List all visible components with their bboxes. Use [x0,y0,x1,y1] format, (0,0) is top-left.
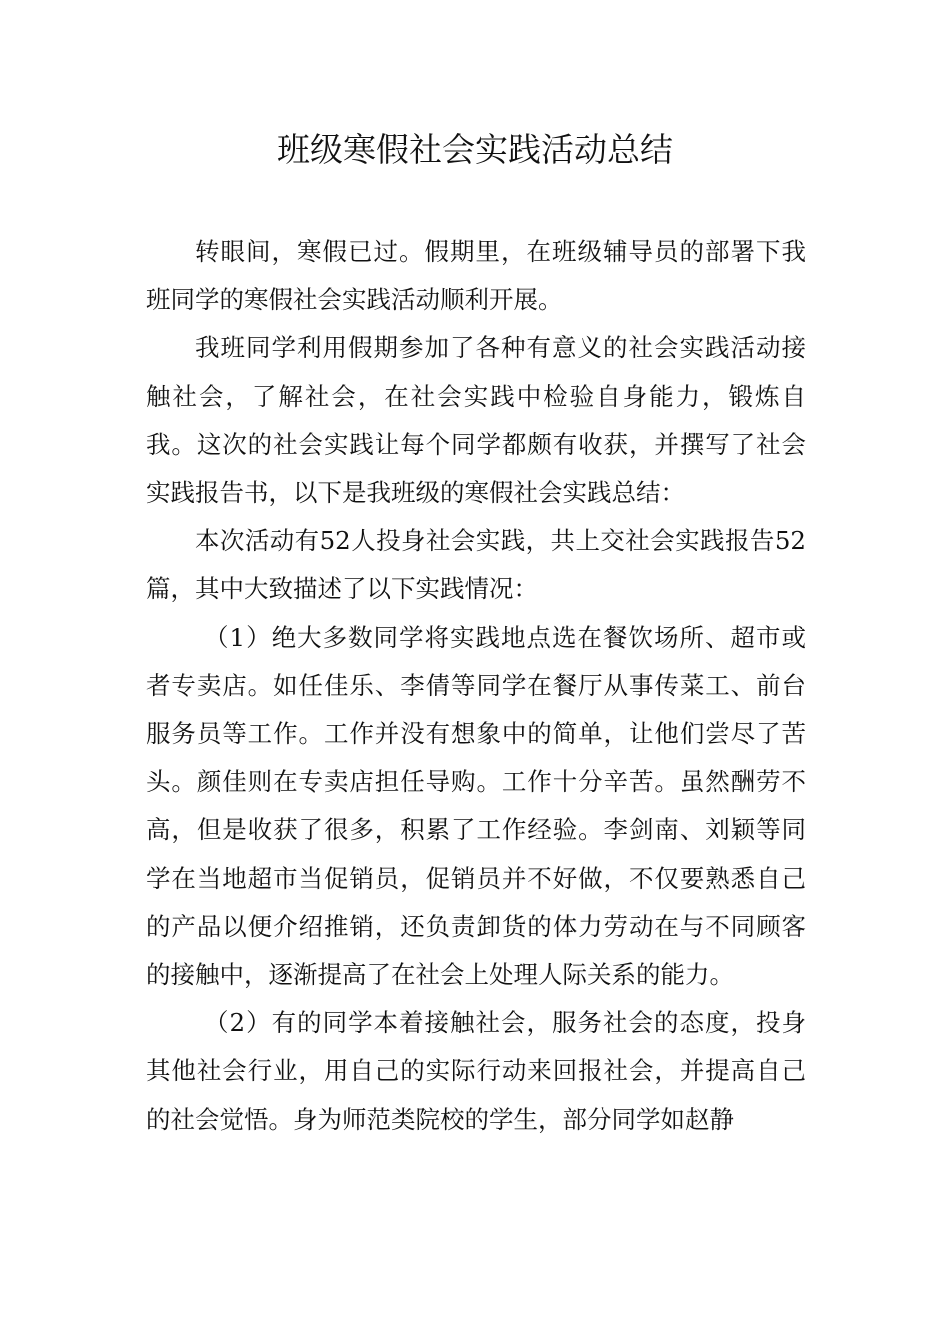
document-body [146,228,806,1144]
paragraph-intro: 转眼间，寒假已过。假期里，在班级辅导员的部署下我班同学的寒假社会实践活动顺利开展。 [146,237,806,315]
paragraph-summary: 本次活动有52人投身社会实践，共上交社会实践报告52篇，其中大致描述了以下实践情况： [146,526,806,604]
paragraph-item-2: （2）有的同学本着接触社会，服务社会的态度，投身其他社会行业，用自己的实际行动来回报社会，并提高自己的社会觉悟。身为师范类院校的学生，部分同学如赵静 [146,1008,806,1134]
paragraph-overview: 我班同学利用假期参加了各种有意义的社会实践活动接触社会，了解社会，在社会实践中检验自身能力，锻炼自我。这次的社会实践让每个同学都颇有收获，并撰写了社会实践报告书，以下是我班级的寒假社会实践总结： [146,333,806,508]
document-title: 班级寒假社会实践活动总结 [277,130,673,169]
paragraph-item-1: （1）绝大多数同学将实践地点选在餐饮场所、超市或者专卖店。如任佳乐、李倩等同学在餐厅从事传菜工、前台服务员等工作。工作并没有想象中的简单，让他们尝尽了苦头。颜佳则在专卖店担任导购。工作十分辛苦。虽然酬劳不高，但是收获了很多，积累了工作经验。李剑南、刘颖等同学在当地超市当促销员，促销员并不好做，不仅要熟悉自己的产品以便介绍推销，还负责卸货的体力劳动在与不同顾客的接触中，逐渐提高了在社会上处理人际关系的能力。 [146,622,806,990]
